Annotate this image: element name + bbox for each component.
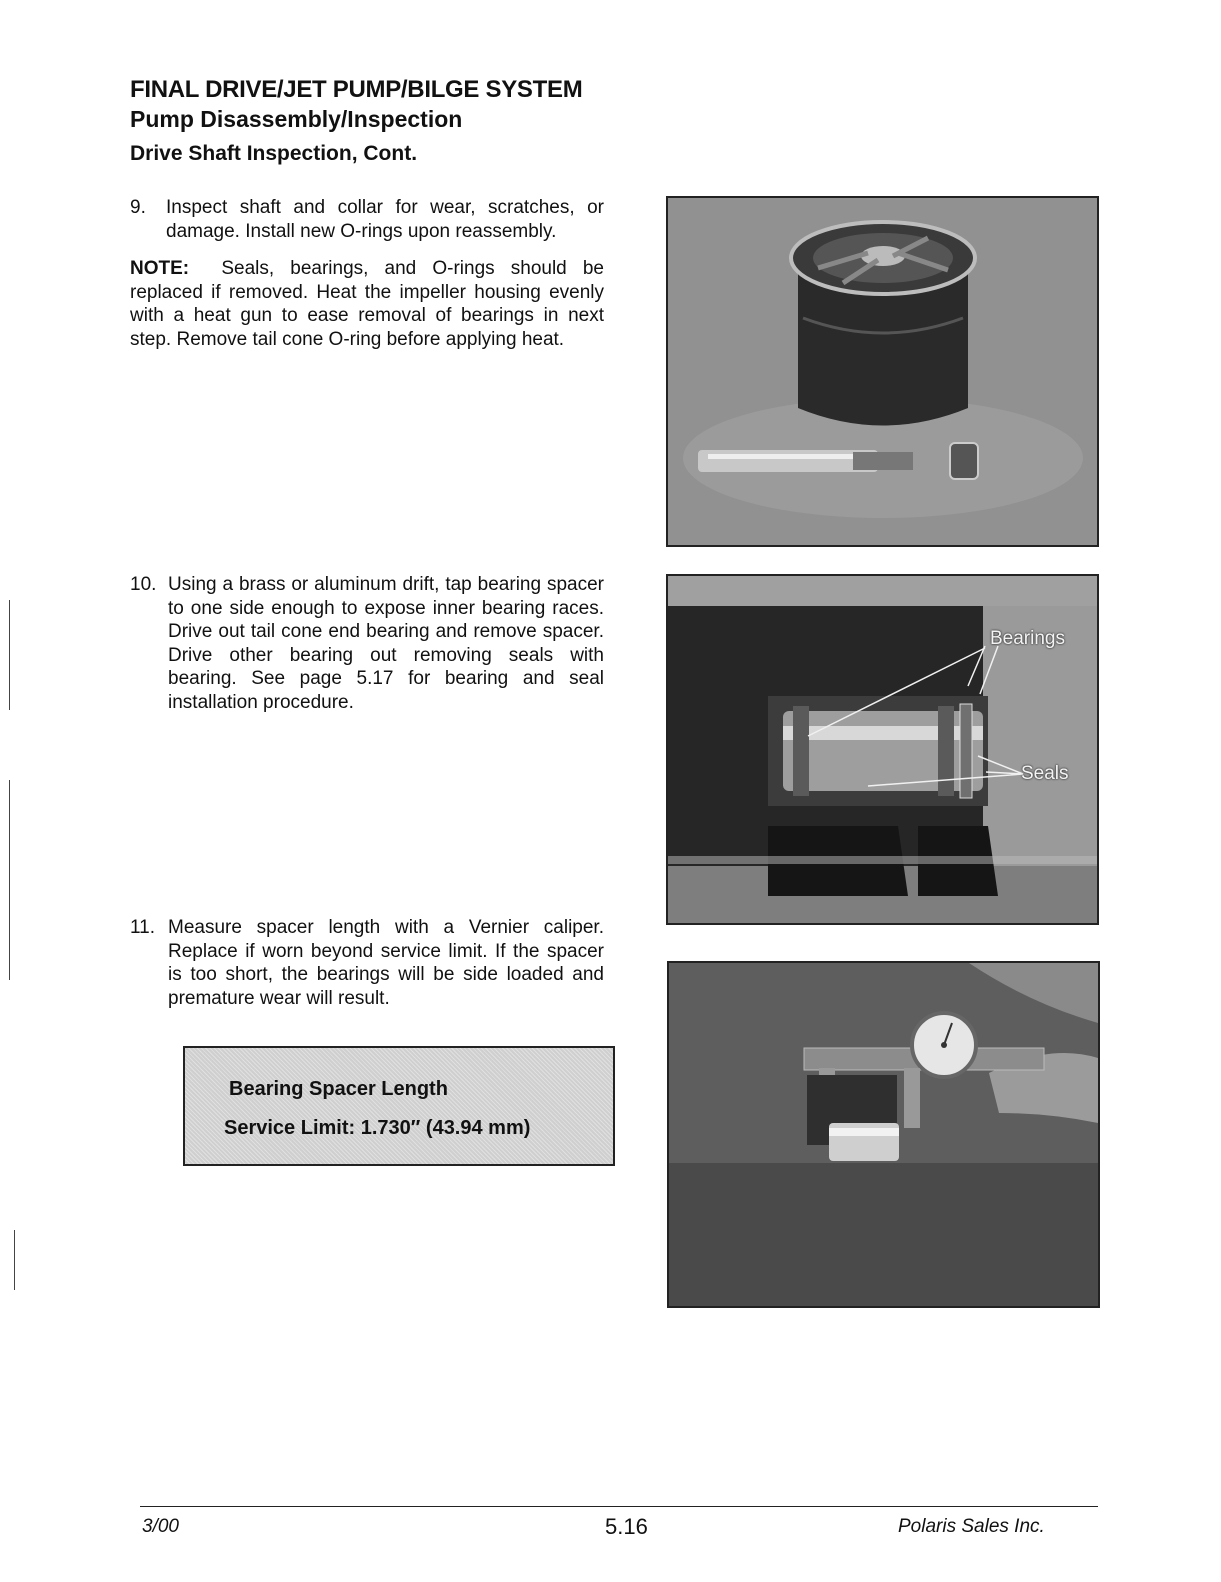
footer-page-number: 5.16 [605,1514,648,1539]
section-title: FINAL DRIVE/JET PUMP/BILGE SYSTEM [130,76,583,103]
step-text: Using a brass or aluminum drift, tap bearing spacer to one side enough to expose inner bearing races. Drive out tail cone end bearing and remove spacer. Drive other bearing out removing seals with bearing. See page 5.17 for bearing and seal installation procedure. [168,574,604,713]
note-paragraph [130,257,604,351]
footer-date: 3/00 [142,1516,179,1537]
spec-title: Bearing Spacer Length [229,1078,448,1100]
change-bar [14,1230,15,1290]
photo-caliper-measurement [667,961,1100,1308]
step-number: 9. [130,197,146,218]
spec-box [183,1046,615,1166]
photo-impeller-housing-image [668,198,1097,545]
photo-caliper-measurement-image [669,963,1098,1306]
note-label: NOTE: [130,258,190,279]
photo-bearing-cutaway [666,574,1099,925]
subsection-title: Pump Disassembly/Inspection [130,106,463,132]
label-bearings: Bearings [990,628,1065,649]
step-number: 11. [130,917,156,938]
topic-title: Drive Shaft Inspection, Cont. [130,142,418,165]
step-text: Inspect shaft and collar for wear, scratches, or damage. Install new O-rings upon reassembly. [166,197,604,242]
label-seals: Seals [1021,763,1069,784]
change-bar [9,780,10,980]
change-bar [9,600,10,710]
spec-service-limit: Service Limit: 1.730″ (43.94 mm) [224,1117,531,1139]
step-10 [130,573,604,714]
step-9 [130,196,604,243]
note-text: Seals, bearings, and O-rings should be replaced if removed. Heat the impeller housing evenly with a heat gun to ease removal of bearings in next step. Remove tail cone O-ring before applying heat. [130,258,604,350]
step-11 [130,916,604,1010]
step-text: Measure spacer length with a Vernier caliper. Replace if worn beyond service limit. If the spacer is too short, the bearings will be side loaded and premature wear will result. [168,917,604,1009]
footer-company: Polaris Sales Inc. [898,1516,1045,1537]
step-number: 10. [130,574,157,595]
footer-rule [140,1506,1098,1507]
photo-impeller-housing [666,196,1099,547]
